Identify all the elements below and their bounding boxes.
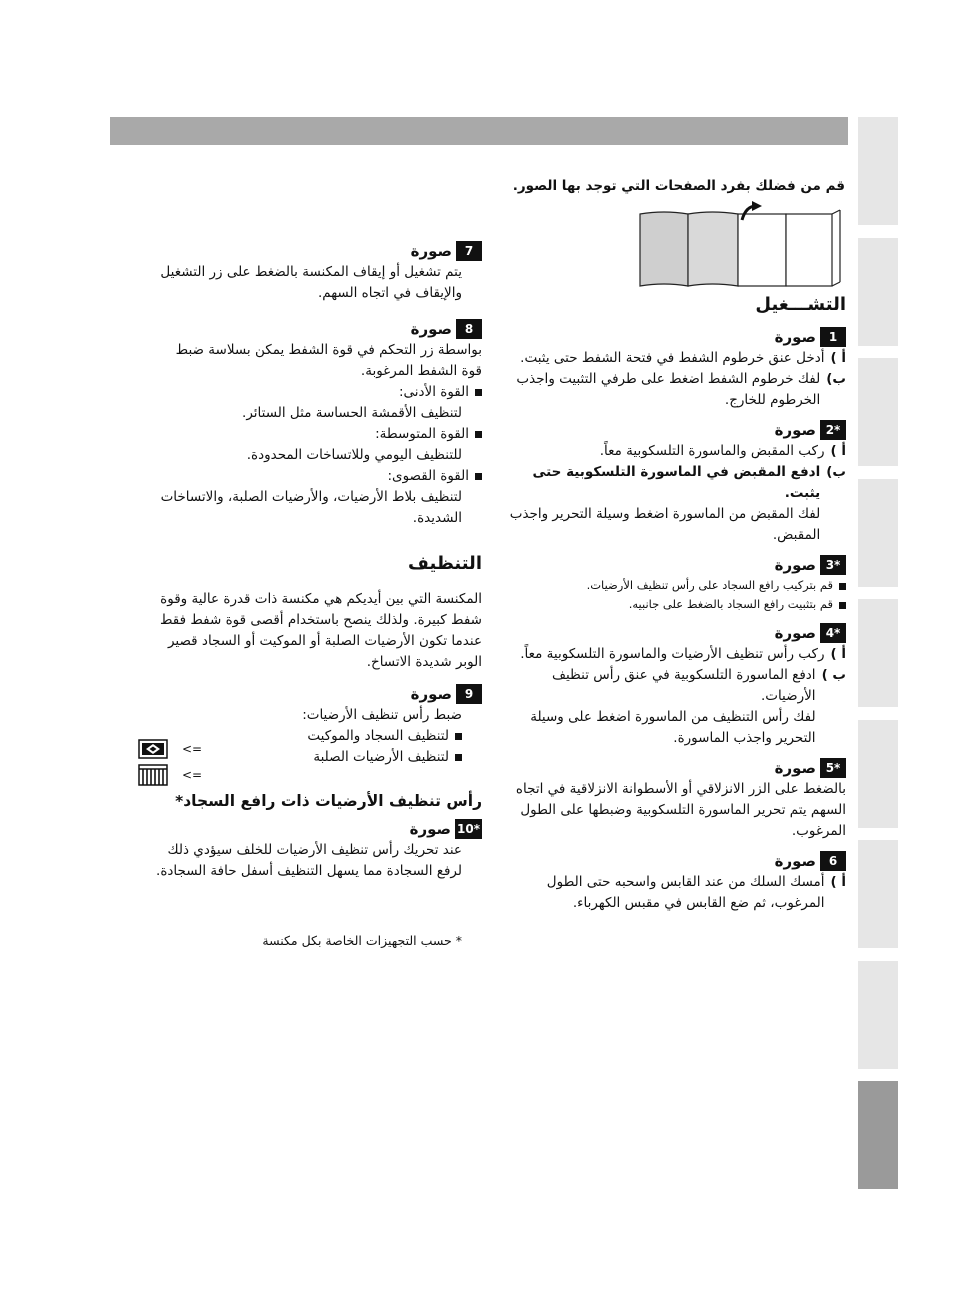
badge-fig3: 3* [820,555,846,575]
bullet-text: قم بتثبيت رافع السجاد بالضغط على جانبيه. [628,597,833,611]
footnote: * حسب التجهيزات الخاصة بكل مكنسة [262,933,462,948]
figure-label [506,326,846,348]
figure-label [152,818,482,840]
bullet-square-icon [455,733,462,740]
step-item [506,441,846,462]
arrow-text: <= [182,768,203,782]
step-item [506,369,846,411]
figure-word: صورة [410,685,452,703]
figure-text: يتم تشغيل أو إيقاف المكنسة بالضغط على زر التشغيل والإيقاف في اتجاه السهم. [160,264,462,301]
badge-fig7: 7 [456,241,482,261]
bullet-square-icon [475,389,482,396]
side-tab[interactable] [858,720,898,828]
carpet-setting-row [138,739,202,759]
figure-label [152,683,482,705]
figure-word: صورة [774,759,816,777]
step-text-group [506,665,816,749]
power-level-item [152,466,482,487]
figure-label [506,554,846,576]
power-level-title: القوة المتوسطة: [375,426,469,442]
power-level-text: لتنظيف بلاط الأرضيات، والأرضيات الصلبة، والاتساخات الشديدة. [160,489,462,526]
step-label: أ ) [830,443,846,459]
bullet-square-icon [475,431,482,438]
power-level-item [152,424,482,445]
badge-fig2: 2* [820,420,846,440]
step-text: أمسك السلك من عند القابس واسحبه حتى الطول المرغوب، ثم ضع القابس في مقبس الكهرباء. [546,874,825,911]
step-label: أ ) [830,874,846,890]
side-tab[interactable] [858,117,898,225]
side-tab[interactable] [858,238,898,346]
power-column [152,234,482,951]
step-text: ادفع المقبض في الماسورة التلسكوبية حتى يثبت. [532,464,821,501]
badge-fig4: 4* [820,623,846,643]
intro-text: قم من فضلك بفرد الصفحات التي توجد بها الصور. [512,178,845,194]
lifter-heading: رأس تنظيف الأرضيات ذات رافع السجاد* [175,792,482,810]
figure-text: عند تحريك رأس تنظيف الأرضيات للخلف سيؤدي ذلك لرفع السجادة مما يسهل التنظيف أسفل حافة السجادة. [156,842,462,879]
operation-column [506,292,846,914]
step-item [506,462,846,546]
side-tab[interactable] [858,479,898,587]
power-level-text: للتنظيف اليومي وللاتساخات المحدودة. [246,447,462,463]
power-level-text: لتنظيف الأقمشة الحساسة مثل الستائر. [242,405,462,421]
hard-floor-setting-row [138,764,202,786]
step-label: أ ) [830,646,846,662]
step-item [506,644,846,665]
badge-fig9: 9 [456,684,482,704]
figure-word: صورة [774,421,816,439]
power-level-title: القوة القصوى: [387,468,469,484]
step-text: ادفع الماسورة التلسكوبية في عنق رأس تنظيف الأرضيات. [552,667,816,704]
figure-label [152,318,482,340]
step-text: لفك رأس التنظيف من الماسورة اضغط على وسيلة التحرير واجذب الماسورة. [530,709,816,746]
cleaning-heading: التنظيف [408,553,482,574]
bullet-item [506,576,846,595]
step-text: ركب المقبض والماسورة التلسكوبية معاً. [599,443,825,459]
step-label: ب) [826,371,846,387]
side-tab[interactable] [858,961,898,1069]
step-label: ب) [826,464,846,480]
bullet-square-icon [839,602,846,609]
power-level-title: القوة الأدنى: [398,384,469,400]
step-item [506,872,846,914]
badge-fig6: 6 [820,851,846,871]
bullet-text: قم بتركيب رافع السجاد على رأس تنظيف الأرضيات. [586,578,833,592]
step-text: لفك المقبض من الماسورة اضغط وسيلة التحرير واجذب المقبض. [509,506,821,543]
figure-label [152,240,482,262]
step-label: ب ) [821,667,846,683]
step-item [506,348,846,369]
badge-fig10: 10* [455,819,482,839]
figure-label [506,850,846,872]
badge-fig5: 5* [820,758,846,778]
setting-text: لتنظيف السجاد والموكيت [307,728,449,744]
hard-floor-mode-icon [138,764,168,786]
figure-word: صورة [774,328,816,346]
side-tab[interactable] [858,599,898,707]
figure-word: صورة [774,624,816,642]
figure-text: بالضغط على الزر الانزلاقي أو الأسطوانة الانزلاقية في اتجاه السهم يتم تحرير الماسورة التلسكوبية وضبطها على الطول المرغوب. [515,781,846,839]
cleaning-text: المكنسة التي بين أيديكم هي مكنسة ذات قدرة عالية وقوة شفط كبيرة. ولذلك ينصح باستخدام أقصى قوة شفط فقط عندما تكون الأرضيات الصلبة أو الموكيت أو السجاد قصير الوبر شديدة الاتساخ. [159,591,482,670]
figure-text: بواسطة زر التحكم في قوة الشفط يمكن بسلاسة ضبط قوة الشفط المرغوبة. [175,342,482,379]
step-text: لفك خرطوم الشفط اضغط على طرفي التثبيت واجذب الخرطوم للخارج. [516,371,821,408]
step-text-group [506,462,820,546]
figure-word: صورة [410,320,452,338]
step-label: أ ) [830,350,846,366]
side-tab[interactable] [858,840,898,948]
badge-fig1: 1 [820,327,846,347]
figure-word: صورة [410,242,452,260]
step-text: ركب رأس تنظيف الأرضيات والماسورة التلسكوبية معاً. [520,646,825,662]
step-item [506,665,846,749]
fig9-title: ضبط رأس تنظيف الأرضيات: [302,707,462,723]
setting-text: لتنظيف الأرضيات الصلبة [313,749,449,765]
figure-label [506,419,846,441]
carpet-mode-icon [138,739,168,759]
bullet-item [506,595,846,614]
bullet-square-icon [475,473,482,480]
step-text: أدخل عنق خرطوم الشفط في فتحة الشفط حتى يثبت. [520,350,825,366]
arrow-text: <= [182,742,203,756]
figure-word: صورة [774,556,816,574]
bullet-square-icon [455,754,462,761]
figure-word: صورة [409,820,452,838]
side-tab[interactable] [858,358,898,466]
figure-label [506,757,846,779]
badge-fig8: 8 [456,319,482,339]
figure-label [506,622,846,644]
power-level-item [152,382,482,403]
bullet-square-icon [839,583,846,590]
figure-word: صورة [774,852,816,870]
side-tab-active[interactable] [858,1081,898,1189]
foldout-pages-illustration [638,198,844,290]
operation-heading: التشـــغيل [755,294,846,315]
header-bar [110,117,848,145]
